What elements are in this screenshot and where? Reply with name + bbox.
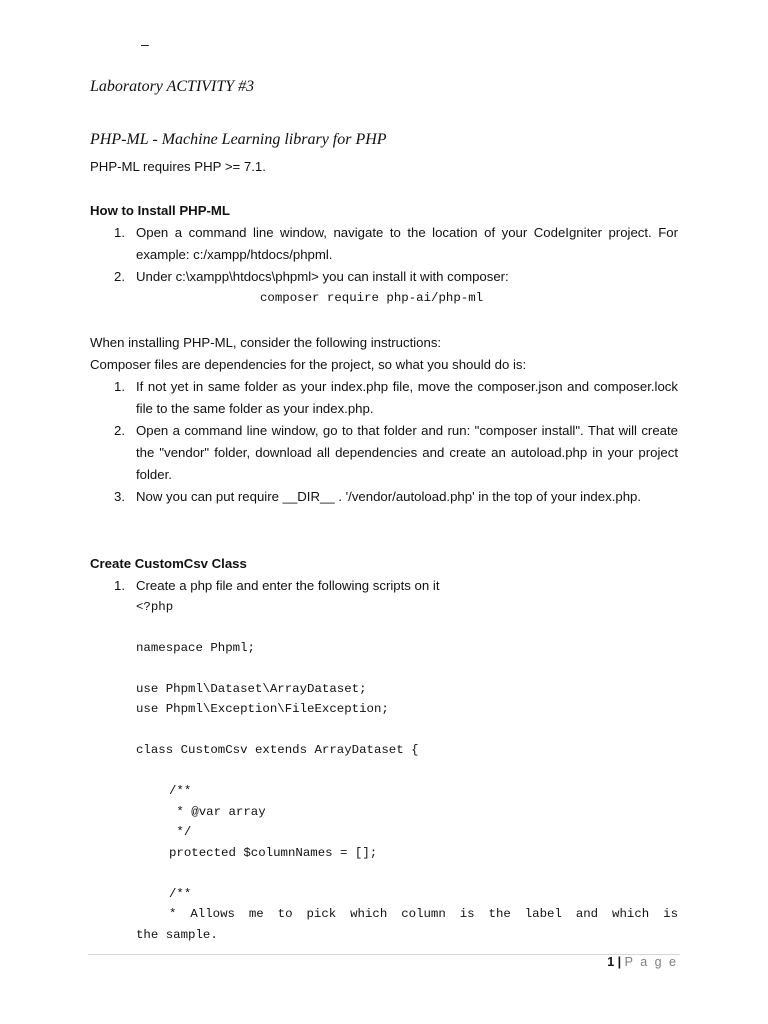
install-step-text: Open a command line window, navigate to the location of your CodeIgniter project. For example: c:/xampp/htdocs/phpml. <box>136 225 678 262</box>
customcsv-step-number: 1. <box>114 578 125 593</box>
install-step-text: Under c:\xampp\htdocs\phpml> you can install it with composer: <box>136 269 509 284</box>
code-line: namespace Phpml; <box>136 641 255 655</box>
header-dash: – <box>141 36 149 52</box>
instruction-step-text: Now you can put require __DIR__ . '/vendor/autoload.php' in the top of your index.php. <box>136 489 642 504</box>
page-footer <box>607 955 678 969</box>
install-heading: How to Install PHP-ML <box>90 203 230 218</box>
code-line: */ <box>169 825 192 839</box>
customcsv-heading: Create CustomCsv Class <box>90 556 247 571</box>
code-line: the sample. <box>136 928 218 942</box>
install-step-number: 2. <box>114 269 125 284</box>
section-title: PHP-ML - Machine Learning library for PHP <box>90 131 387 148</box>
composer-command: composer require php-ai/php-ml <box>260 291 484 305</box>
page-label: P a g e <box>624 955 678 969</box>
footer-divider <box>88 954 680 955</box>
code-line: /** <box>169 784 192 798</box>
page-number: 1 <box>607 955 615 969</box>
code-line: * @var array <box>169 805 266 819</box>
code-line: protected $columnNames = []; <box>169 846 378 860</box>
instruction-step-number: 1. <box>114 379 125 394</box>
code-line: /** <box>169 887 192 901</box>
instruction-step-number: 3. <box>114 489 125 504</box>
instruction-step-text: If not yet in same folder as your index.php file, move the composer.json and composer.lock file to the same folder as your index.php. <box>136 379 678 416</box>
instruction-step-number: 2. <box>114 423 125 438</box>
instructions-intro: Composer files are dependencies for the project, so what you should do is: <box>90 357 527 372</box>
install-step-number: 1. <box>114 225 125 240</box>
code-line: * Allows me to pick which column is the label and which is <box>169 907 678 921</box>
code-line: <?php <box>136 600 174 614</box>
instructions-intro: When installing PHP-ML, consider the following instructions: <box>90 335 442 350</box>
requirements-text: PHP-ML requires PHP >= 7.1. <box>90 159 266 174</box>
code-line: use Phpml\Dataset\ArrayDataset; <box>136 682 367 696</box>
customcsv-step-text: Create a php file and enter the following scripts on it <box>136 578 440 593</box>
page-title: Laboratory ACTIVITY #3 <box>90 78 255 95</box>
code-line: class CustomCsv extends ArrayDataset { <box>136 743 419 757</box>
code-line: use Phpml\Exception\FileException; <box>136 702 389 716</box>
footer-separator: | <box>617 955 622 969</box>
instruction-step-text: Open a command line window, go to that folder and run: "composer install". That will create the "vendor" folder, download all dependencies and create an autoload.php in your project folder. <box>136 423 678 482</box>
